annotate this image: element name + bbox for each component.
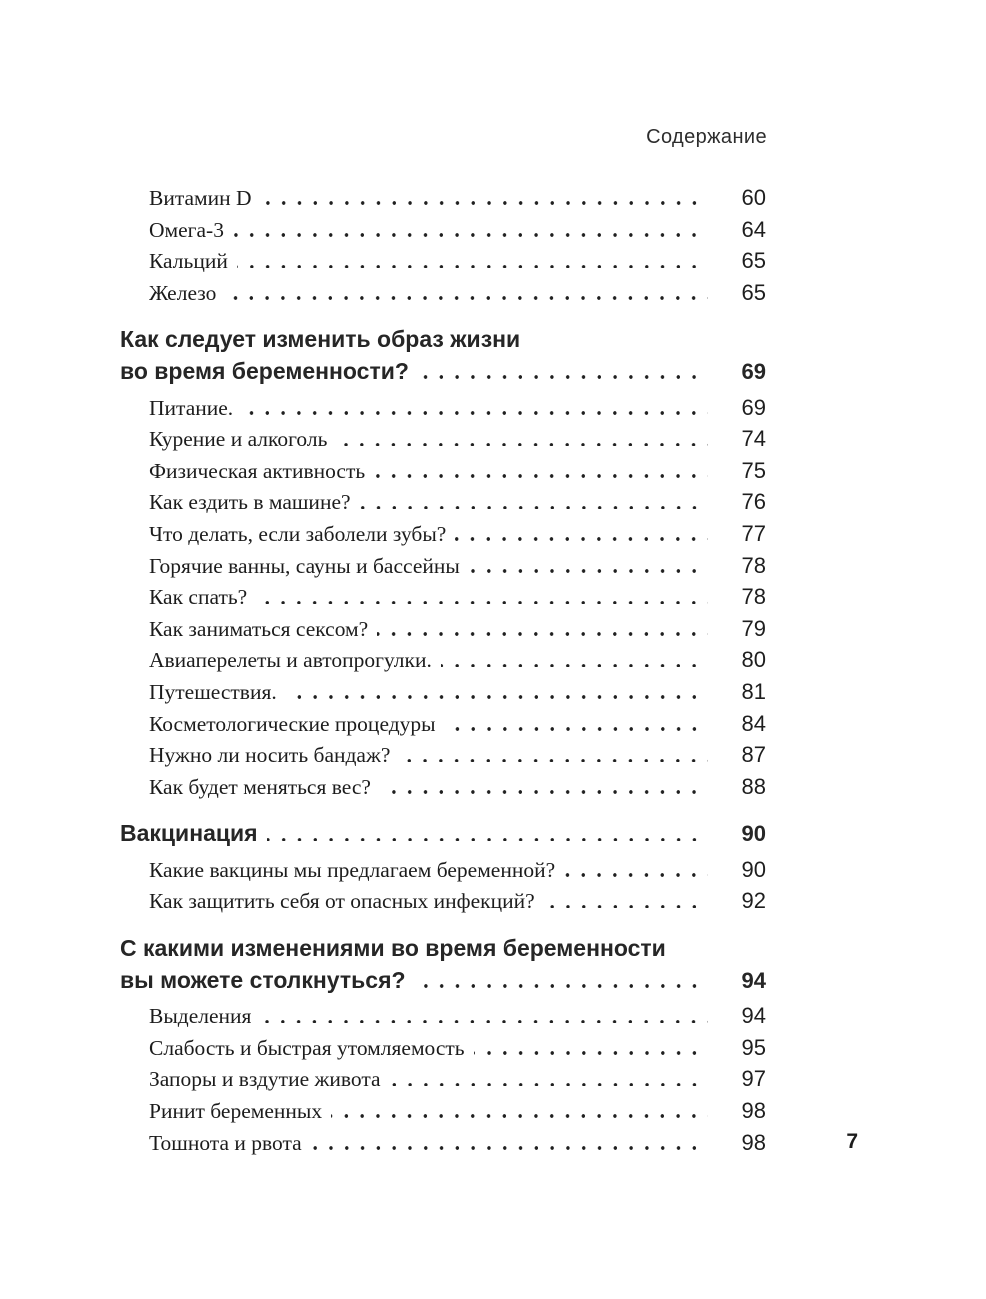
page-number: 88 [741,773,766,799]
dot-leader [242,411,708,415]
dot-leader [474,1051,708,1055]
page-number: 98 [741,1098,766,1124]
page-number: 65 [741,279,766,305]
dot-leader [380,790,708,794]
dot-leader [360,506,708,510]
entry-title: Выделения [149,1004,252,1029]
toc-heading-line [120,965,766,997]
page-number: 69 [741,394,766,420]
entry-title: Ринит беременных [149,1099,323,1124]
page-number: 97 [741,1066,766,1092]
dot-leader [469,569,708,573]
dot-leader [390,1083,708,1087]
dot-leader [260,1020,708,1024]
toc-item [149,885,766,917]
page-number: 76 [741,489,766,515]
entry-title: Слабость и быстрая утомляемость [149,1035,465,1060]
toc-item [149,423,766,455]
page-number: 64 [741,216,766,242]
toc-heading [120,933,766,996]
page-number: 75 [741,457,766,483]
toc-item [149,1095,766,1127]
toc-item [149,739,766,771]
entry-title: Путешествия. [149,679,277,704]
toc-item [149,676,766,708]
page-number: 90 [741,821,766,847]
entry-title: Как будет меняться вес? [149,774,371,799]
entry-title: Нужно ли носить бандаж? [149,743,391,768]
toc-group [120,324,766,802]
toc-item [149,214,766,246]
entry-title: Витамин D [149,186,252,210]
page-number: 74 [741,426,766,452]
toc [120,182,766,1158]
entry-title: Как спать? [149,585,248,610]
dot-leader [415,984,708,988]
page-number: 94 [741,967,766,993]
page-number: 95 [741,1034,766,1060]
page-number: 69 [741,358,766,384]
toc-heading-line [120,933,766,965]
entry-title: Запоры и вздутие живота [149,1067,381,1092]
dot-leader [544,905,708,909]
toc-items [120,854,766,917]
page-number: 60 [741,185,766,210]
toc-heading-line [120,818,766,850]
toc-item [149,644,766,676]
toc-items [120,182,766,308]
toc-item [149,708,766,740]
dot-leader [225,296,708,300]
toc-item [149,1032,766,1064]
toc-item [149,486,766,518]
entry-title: Косметологические процедуры [149,711,436,736]
toc-item [149,1000,766,1032]
toc-item [149,277,766,309]
dot-leader [311,1146,708,1150]
entry-title: Как ездить в машине? [149,490,351,515]
page-number: 94 [741,1003,766,1029]
page-number: 78 [741,552,766,578]
entry-title: Авиаперелеты и автопрогулки. [149,648,432,673]
entry-title: Какие вакцины мы предлагаем беременной? [149,857,556,882]
toc-item [149,1127,766,1159]
section-title: во время беременности? [120,357,409,384]
page-number: 84 [741,710,766,736]
page-number: 80 [741,647,766,673]
section-title: вы можете столкнуться? [120,966,406,993]
section-title: Вакцинация [120,820,258,847]
toc-group [120,818,766,917]
entry-title: Как заниматься сексом? [149,616,369,641]
section-title: Как следует изменить образ жизни [120,326,521,353]
entry-title: Железо [149,280,217,305]
toc-item [149,455,766,487]
dot-leader [233,233,708,237]
section-title: С какими изменениями во время беременности [120,935,666,962]
entry-title: Питание. [149,395,234,420]
page-number: 79 [741,615,766,641]
toc-heading-line [120,324,766,356]
toc-group [120,933,766,1158]
toc-item [149,771,766,803]
toc-heading [120,818,766,850]
toc-item [149,1063,766,1095]
dot-leader [267,838,708,842]
dot-leader [445,727,708,731]
dot-leader [336,443,708,447]
entry-title: Кальций [149,249,228,274]
dot-leader [441,664,708,668]
entry-title: Омега-3 [149,217,224,242]
entry-title: Тошнота и рвота [149,1130,302,1155]
entry-title: Горячие ванны, сауны и бассейны [149,553,460,578]
toc-group [120,182,766,308]
dot-leader [399,759,708,763]
toc-items [120,392,766,803]
toc-item [149,182,766,214]
toc-item [149,245,766,277]
toc-item [149,613,766,645]
page-number: 65 [741,248,766,274]
toc-item [149,518,766,550]
dot-leader [286,695,708,699]
entry-title: Физическая активность [149,458,366,483]
page-number: 78 [741,584,766,610]
dot-leader [237,265,708,269]
page-number: 92 [741,888,766,914]
page-number: 77 [741,520,766,546]
toc-item [149,392,766,424]
dot-leader [455,537,708,541]
page-number: 98 [741,1129,766,1155]
page-folio: 7 [846,1130,858,1153]
page-number: 81 [741,678,766,704]
entry-title: Как защитить себя от опасных инфекций? [149,889,535,914]
dot-leader [374,474,708,478]
toc-item [149,581,766,613]
dot-leader [418,375,708,379]
entry-title: Курение и алкоголь [149,427,328,452]
dot-leader [261,201,708,205]
toc-items [120,1000,766,1158]
toc-heading [120,324,766,387]
page-number: 90 [741,856,766,882]
page-number: 87 [741,742,766,768]
dot-leader [564,873,708,877]
toc-item [149,550,766,582]
dot-leader [377,632,708,636]
dot-leader [256,601,708,605]
contents-header: Содержание [646,126,767,148]
entry-title: Что делать, если заболели зубы? [149,521,447,546]
dot-leader [331,1114,708,1118]
toc-item [149,854,766,886]
toc-heading-line [120,356,766,388]
